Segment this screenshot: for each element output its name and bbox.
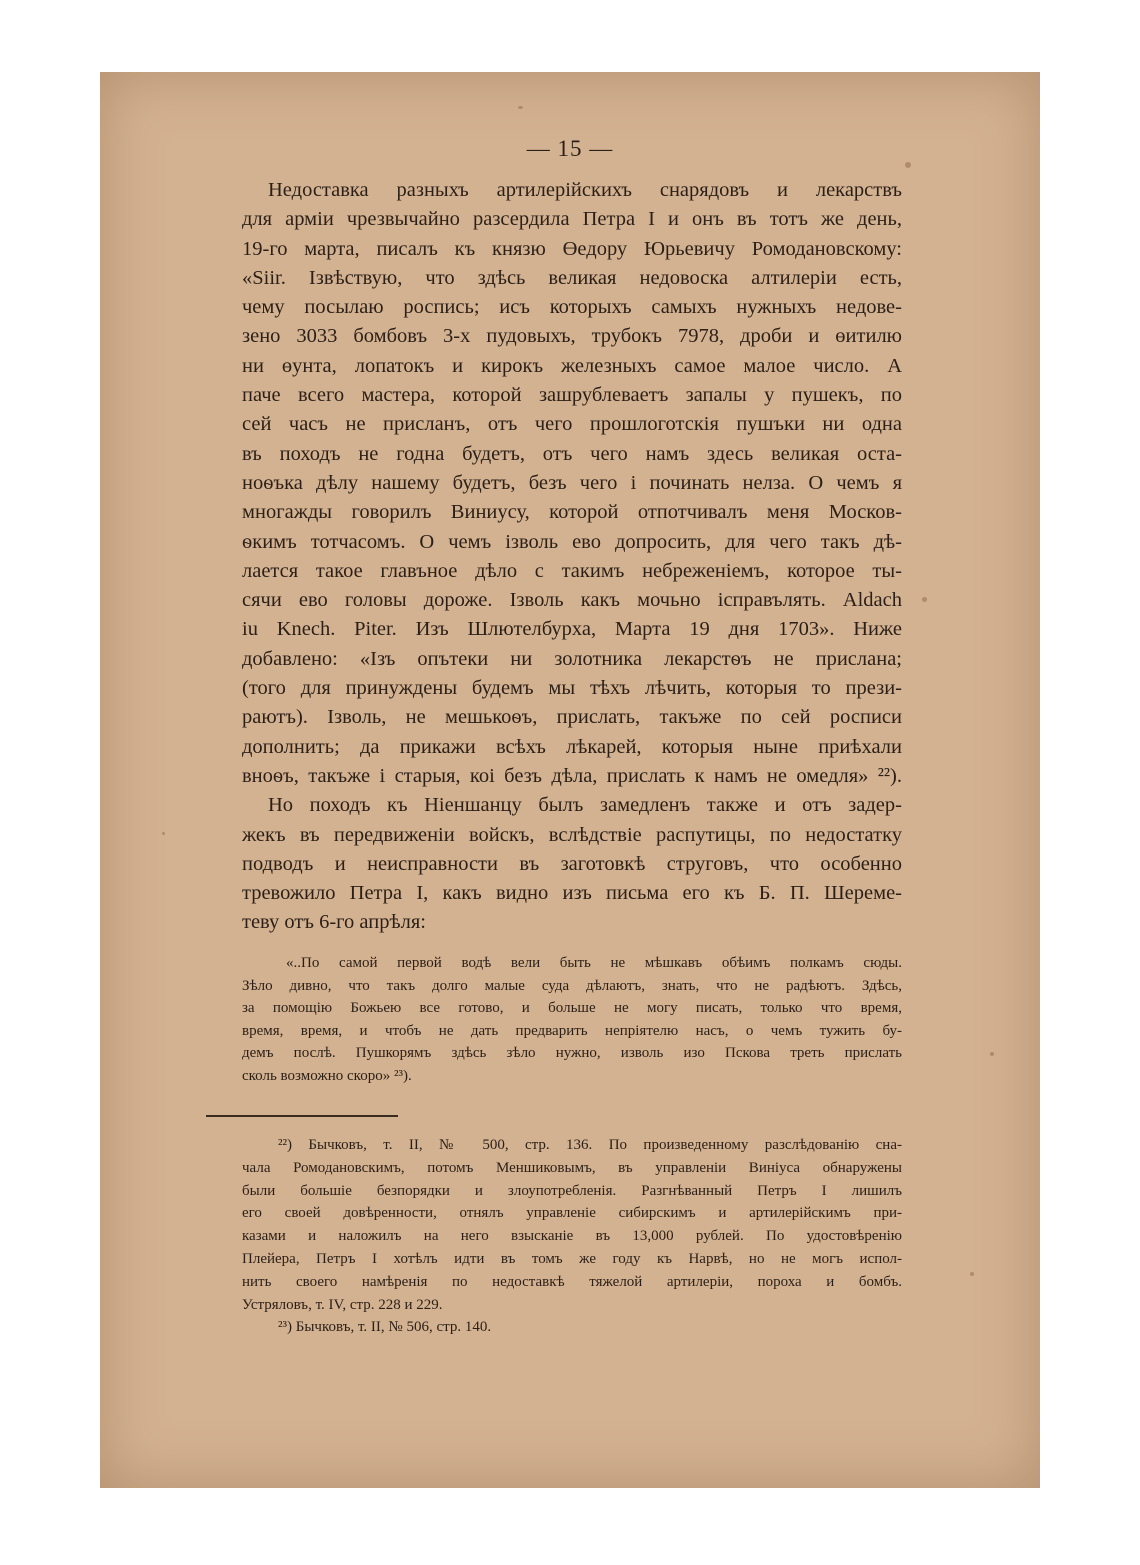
text-line: зено 3033 бомбовъ 3-х пудовыхъ, трубокъ 7978, дроби и өитилю <box>242 325 902 348</box>
text-line: сячи ево головы дороже. Iзволь какъ мочьно ісправълять. Aldach <box>242 589 902 612</box>
footnote-line: чала Ромодановскимъ, потомъ Меншиковымъ, въ управленіи Виніуса обнаружены <box>242 1159 902 1176</box>
text-line: сей часъ не присланъ, отъ чего прошлоготскія пушъки ни одна <box>242 413 902 436</box>
paper-speck <box>162 832 165 835</box>
text-line: iu Knech. Piter. Изъ Шлютелбурха, Марта 19 дня 1703». Ниже <box>242 618 902 641</box>
paper-speck <box>990 1052 994 1056</box>
text-line: раютъ). Iзволь, не мешькоѳъ, прислать, такъже по сей росписи <box>242 706 902 729</box>
quote-line: время, время, и чтобъ не дать предварить непріятелю насъ, о чемъ тужить бу- <box>242 1022 902 1039</box>
footnote-line: Устряловъ, т. IV, стр. 228 и 229. <box>242 1296 443 1313</box>
text-line: чему посылаю роспись; исъ которыхъ самыхъ нужныхъ недове- <box>242 296 902 319</box>
text-line: многажды говорилъ Виниусу, которой отпотчивалъ меня Москов- <box>242 501 902 524</box>
text-line: подводъ и неисправности въ заготовкѣ струговъ, что особенно <box>242 852 902 875</box>
text-line: вноѳъ, такъже і старыя, коі безъ дѣла, прислать к намъ не омедля» ²²). <box>242 764 902 787</box>
text-line: Но походъ къ Ніеншанцу былъ замедленъ также и отъ задер- <box>268 794 902 817</box>
text-line: 19-го марта, писалъ къ князю Өедору Юрьевичу Ромодановскому: <box>242 237 902 260</box>
paper-speck <box>518 106 523 109</box>
footnote-line: ²²) Бычковъ, т. II, № 500, стр. 136. По произведенному разслѣдованію сна- <box>278 1137 902 1153</box>
text-line: въ походъ не годна будетъ, отъ чего намъ здесь великая оста- <box>242 442 902 465</box>
paper-speck <box>905 162 911 168</box>
text-line: добавлено: «Iзъ опътеки ни золотника лекарстѳъ не прислана; <box>242 647 902 670</box>
footnote-line: его своей довѣренности, отнялъ управленіе сибирскимъ и артилерійскимъ при- <box>242 1205 902 1222</box>
footnotes <box>242 1134 902 1339</box>
scanned-page <box>100 72 1040 1488</box>
text-line: ѳкимъ тотчасомъ. О чемъ ізволь ево допросить, для чего такъ дѣ- <box>242 530 902 553</box>
letter-quote <box>242 952 902 1087</box>
text-line: ни өунта, лопатокъ и кирокъ железныхъ самое малое число. А <box>242 354 902 377</box>
footnote-line: ²³) Бычковъ, т. II, № 506, стр. 140. <box>278 1319 492 1336</box>
footnote-separator <box>206 1115 398 1117</box>
text-line: «Siir. Iзвѣствую, что здѣсь великая недовоска алтилеріи есть, <box>242 266 902 289</box>
text-line: (того для принуждены будемъ мы тѣхъ лѣчить, которыя то прези- <box>242 677 902 700</box>
text-line: паче всего мастера, которой зашрублеваетъ запалы у пушекъ, по <box>242 384 902 407</box>
footnote-line: нить своего намѣренія по недоставкѣ тяжелой артилеріи, пороха и бомбъ. <box>242 1273 902 1290</box>
page-number: — 15 — <box>526 136 614 161</box>
quote-line: сколь возможно скоро» ²³). <box>242 1067 412 1084</box>
text-line: жекъ въ передвиженіи войскъ, вслѣдствіе распутицы, по недостатку <box>242 823 902 846</box>
footnote-line: Плейера, Петръ I хотѣлъ идти въ томъ же году къ Нарвѣ, но не могъ испол- <box>242 1250 902 1267</box>
footnote-line: казами и наложилъ на него взысканіе въ 13,000 рублей. По удостовѣренію <box>242 1228 902 1245</box>
text-line: дополнить; да прикажи всѣхъ лѣкарей, которыя ныне приѣхали <box>242 735 902 758</box>
text-line: для арміи чрезвычайно разсердила Петра I и онъ въ тотъ же день, <box>242 208 902 231</box>
quote-line: Зѣло дивно, что такъ долго малые суда дѣлаютъ, знать, что не радѣютъ. Здѣсь, <box>242 977 902 994</box>
paper-speck <box>922 597 927 602</box>
paper-speck <box>970 1272 974 1276</box>
text-line: ноѳъка дѣлу нашему будетъ, безъ чего і починать нелза. О чемъ я <box>242 471 902 494</box>
footnote-line: были большіе безпорядки и злоупотребленія. Разгнѣванный Петръ I лишилъ <box>242 1182 902 1199</box>
quote-line: за помощію Божьею все готово, и больше не могу писать, только что время, <box>242 1000 902 1016</box>
text-line: теву отъ 6-го апрѣля: <box>242 911 426 934</box>
main-text <box>242 176 902 938</box>
text-line: лается такое главъное дѣло с такимъ небреженіемъ, которое ты- <box>242 559 902 582</box>
text-line: Недоставка разныхъ артилерійскихъ снарядовъ и лекарствъ <box>268 179 902 201</box>
quote-line: демъ послѣ. Пушкорямъ здѣсь зѣло нужно, изволь изо Пскова треть прислать <box>242 1045 902 1061</box>
quote-line: «..По самой первой водѣ вели быть не мѣшкавъ обѣимъ полкамъ сюды. <box>286 955 902 971</box>
text-line: тревожило Петра I, какъ видно изъ письма его къ Б. П. Шереме- <box>242 882 902 905</box>
